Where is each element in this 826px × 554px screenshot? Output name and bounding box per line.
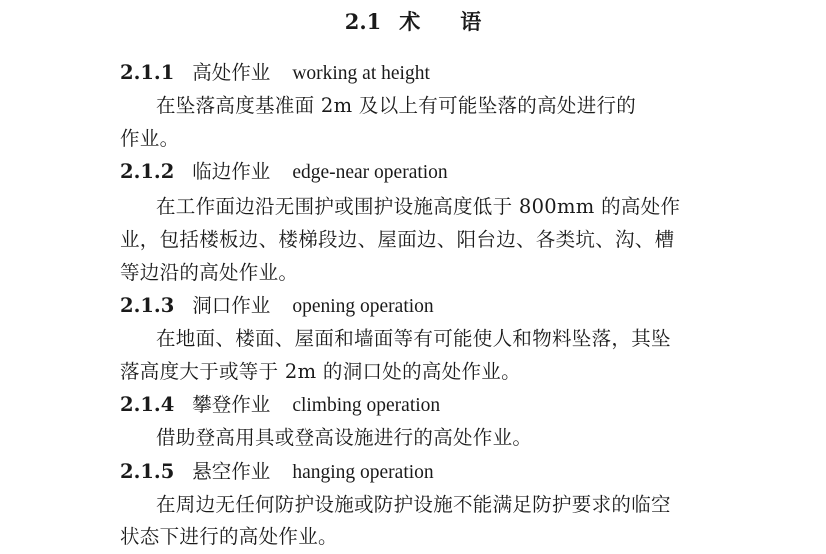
term-definition-line: 状态下进行的高处作业。 bbox=[120, 525, 338, 548]
term-name-cn: 临边作业 bbox=[192, 160, 271, 183]
term-heading-2-1-3 bbox=[120, 291, 434, 322]
term-name-en: hanging operation bbox=[292, 462, 434, 483]
section-title bbox=[0, 6, 826, 38]
term-number: 2.1.5 bbox=[120, 460, 175, 483]
term-name-cn: 攀登作业 bbox=[192, 393, 271, 416]
term-number: 2.1.3 bbox=[120, 294, 175, 317]
term-definition-line: 等边沿的高处作业。 bbox=[120, 261, 299, 284]
section-title-char-2: 语 bbox=[460, 9, 482, 34]
term-heading-2-1-1 bbox=[120, 58, 430, 89]
term-name-en: edge-near operation bbox=[292, 162, 448, 183]
term-number: 2.1.4 bbox=[120, 393, 175, 416]
term-name-en: opening operation bbox=[292, 296, 434, 317]
term-definition-line: 在周边无任何防护设施或防护设施不能满足防护要求的临空 bbox=[156, 493, 671, 516]
term-name-cn: 高处作业 bbox=[192, 61, 271, 84]
term-name-cn: 洞口作业 bbox=[192, 294, 271, 317]
term-definition-line: 落高度大于或等于 2m 的洞口处的高处作业。 bbox=[120, 360, 521, 383]
term-definition-line: 在地面、楼面、屋面和墙面等有可能使人和物料坠落，其坠 bbox=[156, 327, 671, 350]
term-number: 2.1.2 bbox=[120, 160, 175, 183]
term-definition-line: 业，包括楼板边、楼梯段边、屋面边、阳台边、各类坑、沟、槽 bbox=[120, 228, 675, 251]
term-heading-2-1-5 bbox=[120, 457, 434, 488]
term-definition-line: 作业。 bbox=[120, 127, 180, 150]
term-heading-2-1-2 bbox=[120, 157, 448, 188]
term-number: 2.1.1 bbox=[120, 61, 175, 84]
term-definition-line: 借助登高用具或登高设施进行的高处作业。 bbox=[156, 426, 533, 449]
term-name-en: climbing operation bbox=[292, 395, 441, 416]
term-name-cn: 悬空作业 bbox=[192, 460, 271, 483]
section-number: 2.1 bbox=[344, 9, 382, 34]
term-name-en: working at height bbox=[292, 63, 430, 84]
term-definition-line: 在工作面边沿无围护或围护设施高度低于 800mm 的高处作 bbox=[156, 195, 681, 218]
section-title-char-1: 术 bbox=[399, 9, 421, 34]
term-heading-2-1-4 bbox=[120, 390, 440, 421]
term-definition-line: 在坠落高度基准面 2m 及以上有可能坠落的高处进行的 bbox=[156, 94, 637, 117]
